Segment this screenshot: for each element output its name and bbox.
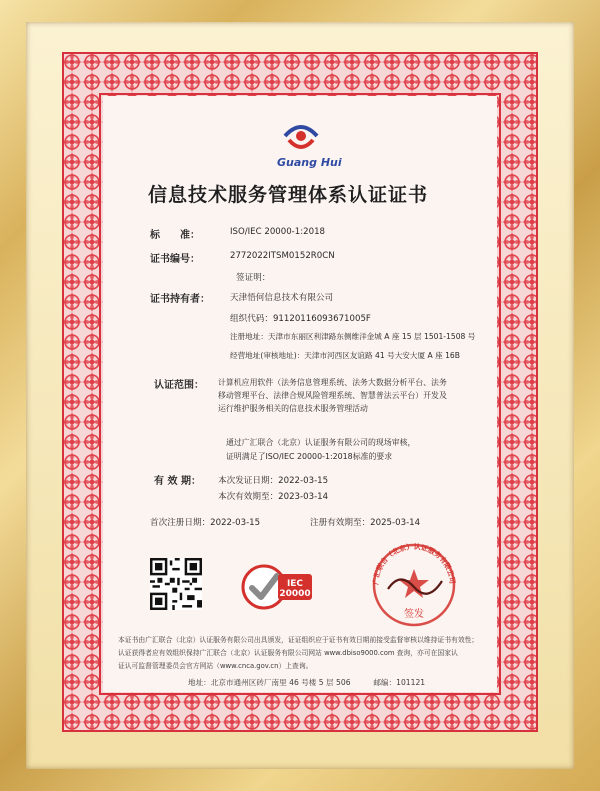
org-code: 组织代码：91120116093671005F [230, 314, 371, 324]
expire-date: 本次有效期至：2023-03-14 [218, 492, 329, 502]
guanghui-logo-icon [279, 114, 323, 154]
iec-badge-line-2: 20000 [279, 589, 311, 599]
stamp-ring-text: 广汇联合（北京）认证服务有限公司 [371, 542, 457, 586]
issue-date: 本次发证日期：2022-03-15 [218, 476, 329, 486]
statement-line-1: 通过广汇联合（北京）认证服务有限公司的现场审核， [226, 438, 416, 447]
reg-address: 注册地址：天津市东丽区利津路东侧维洋金城 A 座 15 层 1501-1508 号 [230, 332, 476, 341]
certificate-title: 信息技术服务管理体系认证证书 [148, 184, 429, 206]
cert-no-label: 证书编号： [150, 254, 200, 265]
iec-badge-line-1: IEC [286, 579, 304, 589]
scope-line-1: 计算机应用软件（法务信息管理系统、法务大数据分析平台、法务 [218, 378, 447, 387]
footer-note-line-1: 本证书由广汇联合（北京）认证服务有限公司出具颁发，证证组织应于证书有效日期前接受监督审核以维持证书有效性； [118, 636, 479, 644]
scope-line-3: 运行维护服务相关的信息技术服务管理活动 [218, 404, 368, 413]
footer-address: 地址：北京市通州区砖厂南里 46 号楼 5 层 506 邮编：101121 [188, 678, 426, 687]
holder-label: 证书持有者： [150, 294, 210, 305]
iec-20000-badge [240, 562, 314, 612]
sub-cert-label: 签证明： [236, 273, 271, 283]
footer-note-line-2: 认证获得者应有效组织保持广汇联合（北京）认证服务有限公司网站 www.dbiso9000.com 查询，亦可在国家认 [118, 649, 458, 657]
scope-line-2: 移动管理平台、法律合规风险管理系统、智慧普法云平台）开发及 [218, 391, 447, 400]
standard-value: ISO/IEC 20000-1:2018 [230, 227, 326, 237]
validity-label: 有 效 期： [154, 476, 201, 487]
footer-note-line-3: 证认可监督管理委员会官方网站（www.cnca.gov.cn）上查询。 [118, 662, 313, 670]
standard-label: 标 准： [150, 230, 200, 241]
statement-line-2: 证明满足了ISO/IEC 20000-1:2018标准的要求 [226, 452, 393, 461]
qr-code-icon [150, 558, 202, 610]
logo-wordmark: Guang Hui [277, 156, 342, 169]
first-registration-date: 首次注册日期：2022-03-15 [150, 518, 261, 528]
op-address: 经营地址(审核地址)：天津市河西区友谊路 41 号大安大厦 A 座 16B [230, 351, 460, 360]
scope-label: 认证范围： [154, 380, 204, 391]
cert-no-value: 2772022ITSM0152R0CN [230, 251, 335, 261]
registration-expiry-date: 注册有效期至：2025-03-14 [310, 518, 421, 528]
official-seal-stamp [368, 541, 460, 627]
holder-value: 天津悟何信息技术有限公司 [230, 293, 334, 303]
sign-label: 签发 [404, 609, 424, 620]
